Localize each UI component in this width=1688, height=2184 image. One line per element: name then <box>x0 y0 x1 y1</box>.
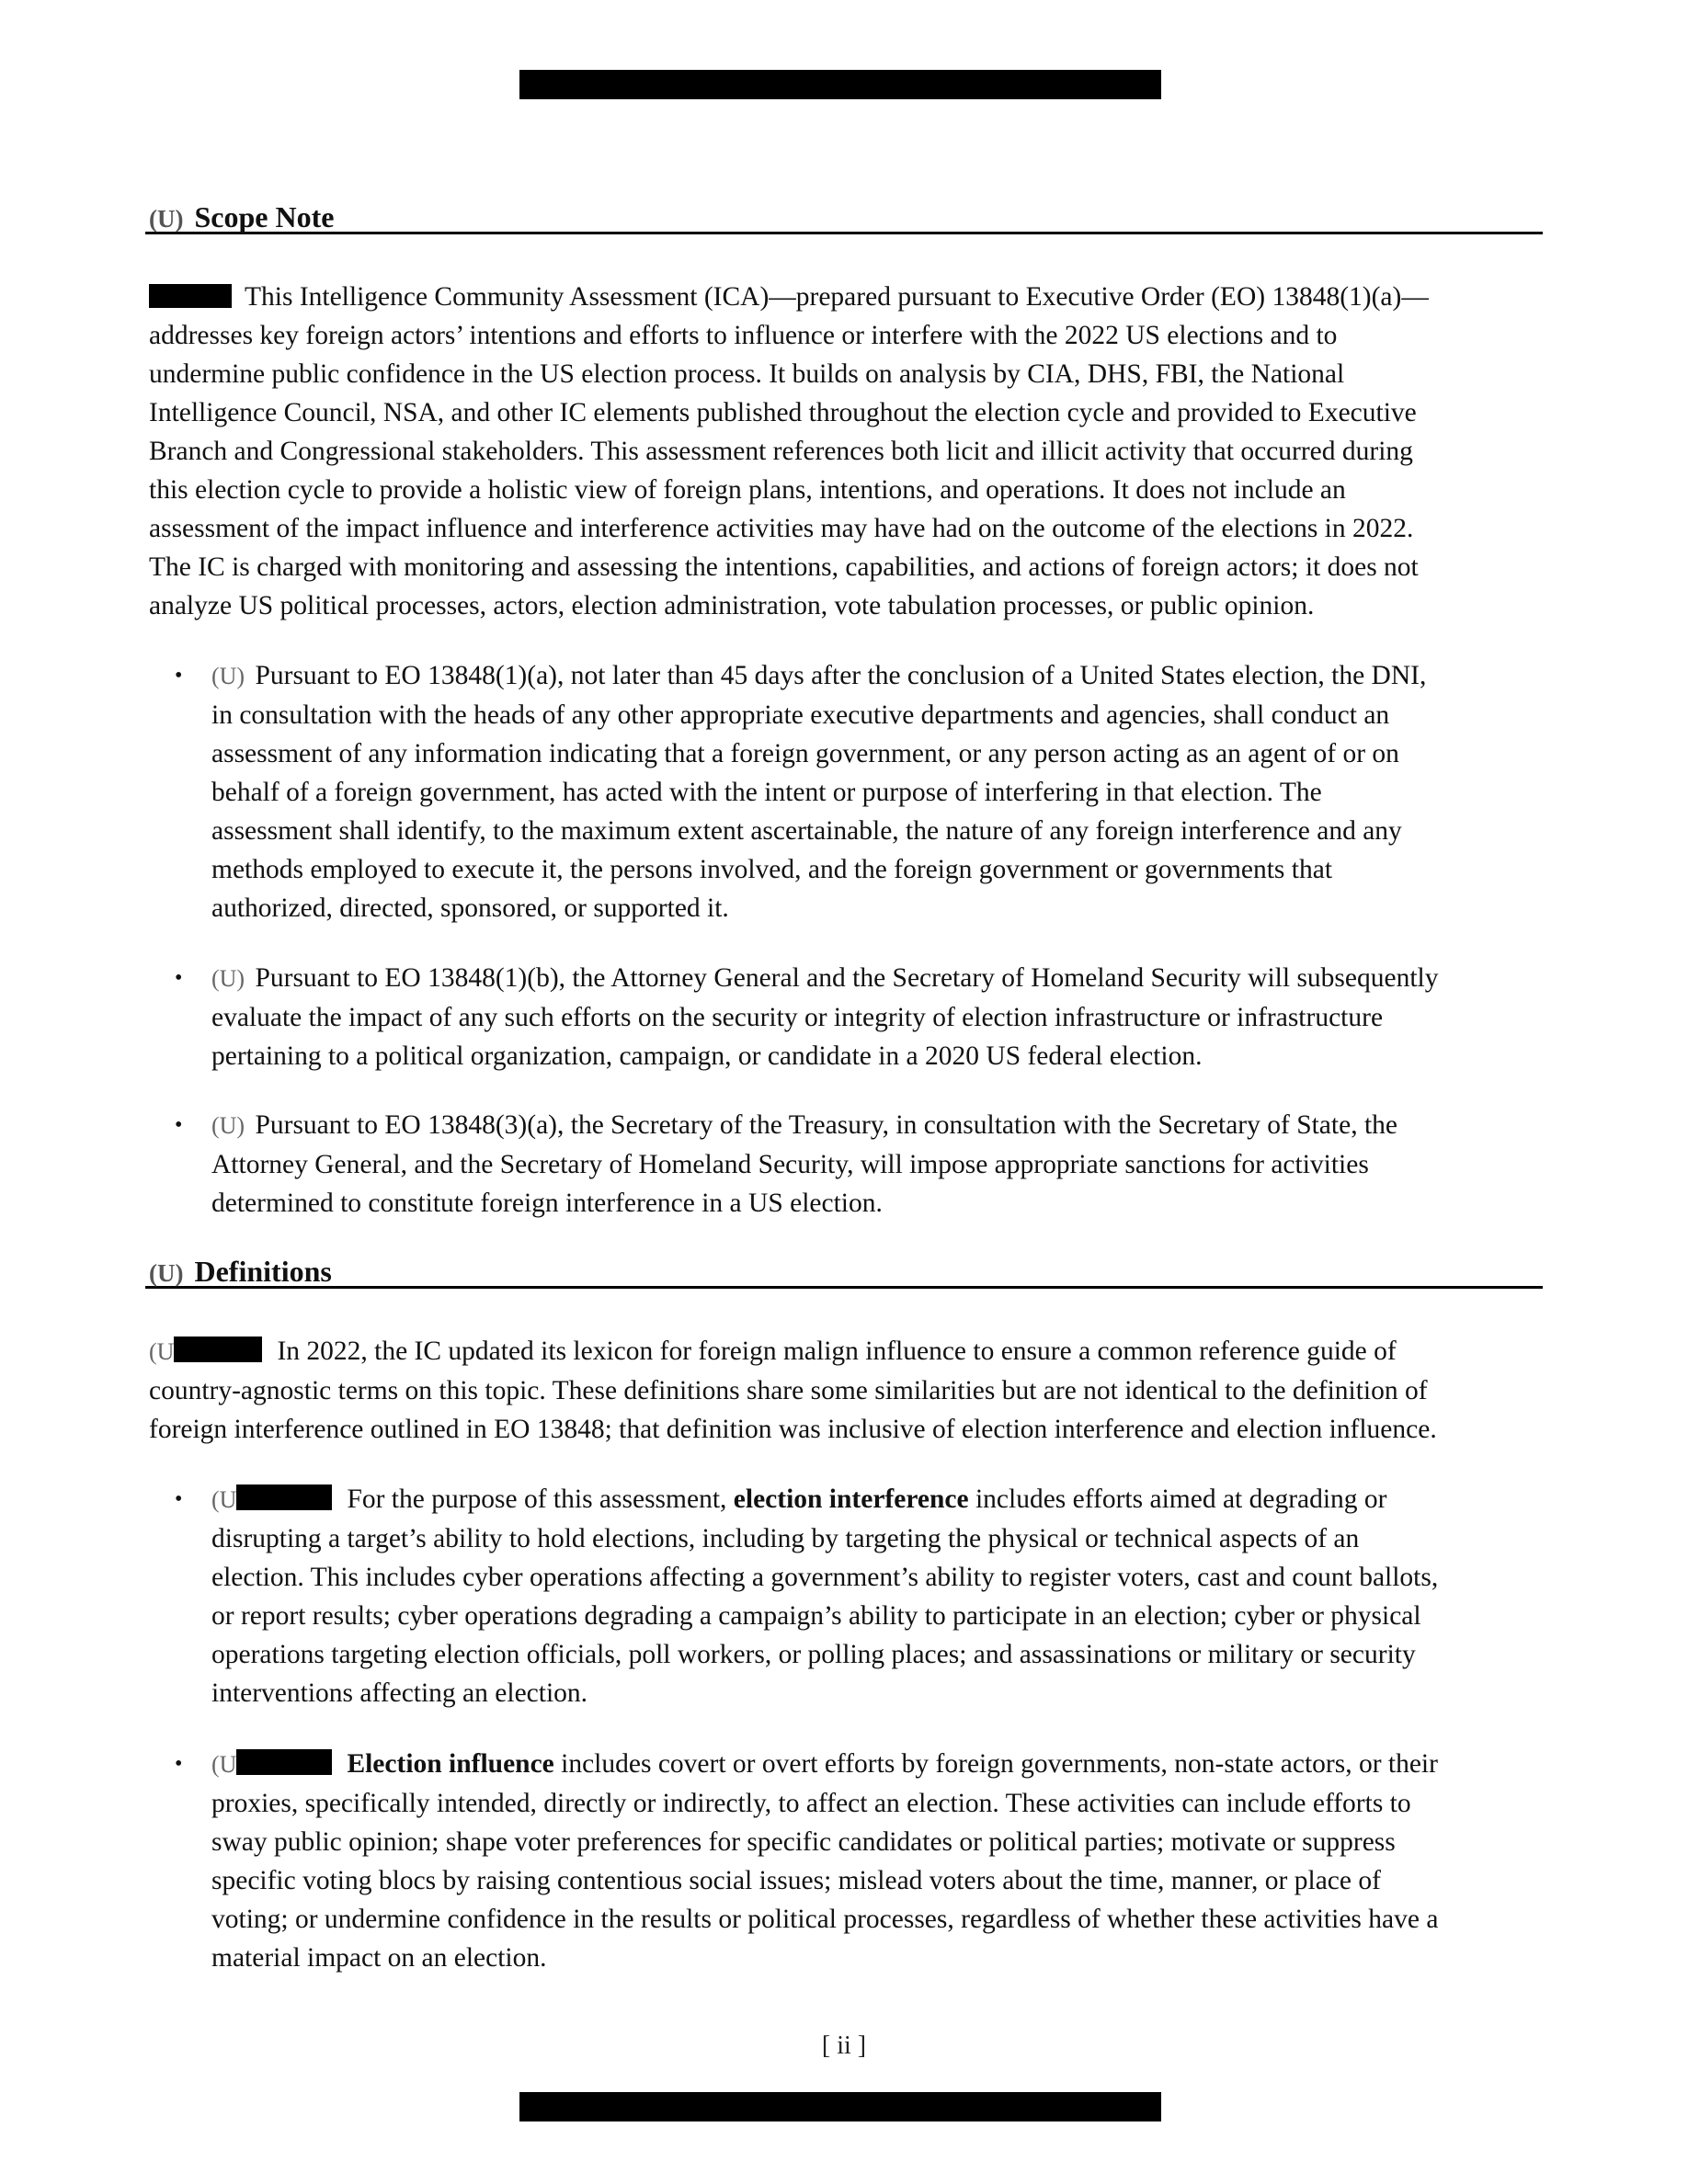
scope-note-paragraph <box>149 278 1429 625</box>
bullet-marking: (U) <box>211 965 245 992</box>
bullet-dot-icon: • <box>175 1113 183 1137</box>
top-classification-banner-redacted <box>519 70 1161 99</box>
scope-note-heading <box>145 200 1543 234</box>
bullet-line: evaluate the impact of any such efforts on the security or integrity of election infrastructure or infrastructure <box>211 1003 1384 1032</box>
paragraph-line: country-agnostic terms on this topic. These definitions share some similarities but are not identical to the definition of <box>149 1376 1428 1405</box>
definitions-marking: (U) <box>149 1259 184 1287</box>
bullet-line: determined to constitute foreign interference in a US election. <box>211 1189 883 1218</box>
definition-election-influence: • (U Election influence includes covert or overt efforts by foreign governments, non-state actors, or their proxies, specifically intended, directly or indirectly, to affect an election. These activities can include efforts to sway public opinion; shape voter preferences for specific candidates or political parties; motivate or suppress specific voting blocs by raising contentious social issues; mislead voters about the time, manner, or place of voting; or undermine confidence in the results or political processes, regardless of whether these activities have a material impact on an election. <box>175 1745 1438 1977</box>
paragraph-line: foreign interference outlined in EO 13848; that definition was inclusive of election interference and election influence. <box>149 1415 1437 1444</box>
definitions-paragraph <box>149 1332 1437 1449</box>
bullet-marking: (U <box>211 1751 237 1778</box>
bullet-line: pertaining to a political organization, campaign, or candidate in a 2020 US federal election. <box>211 1041 1203 1071</box>
bullet-line: assessment shall identify, to the maximum extent ascertainable, the nature of any foreign interference and any <box>211 816 1402 846</box>
defined-term: Election influence <box>347 1749 554 1779</box>
redaction-block <box>174 1337 262 1362</box>
definition-election-interference: • (U For the purpose of this assessment, election interference includes efforts aimed at degrading or disrupting a target’s ability to hold elections, including by targeting the physical or technical aspects of an election. This includes cyber operations affecting a government’s ability to register voters, cast and count ballots, or report results; cyber operations degrading a campaign’s ability to participate in an election; cyber or physical operations targeting election officials, poll workers, or polling places; and assassinations or military or security interventions affecting an election. <box>175 1480 1438 1712</box>
bullet-line: assessment of any information indicating that a foreign government, or any person acting as an agent of or on <box>211 739 1399 768</box>
scope-note-title: Scope Note <box>194 200 335 233</box>
bullet-line: disrupting a target’s ability to hold elections, including by targeting the physical or technical aspects of an <box>211 1524 1360 1553</box>
bullet-line: voting; or undermine confidence in the results or political processes, regardless of whether these activities have a <box>211 1905 1439 1934</box>
definitions-title: Definitions <box>194 1255 332 1288</box>
paragraph-line: Intelligence Council, NSA, and other IC elements published throughout the election cycle and provided to Executive <box>149 398 1417 427</box>
bottom-classification-banner-redacted <box>519 2092 1161 2121</box>
bullet-dot-icon: • <box>175 966 183 990</box>
paragraph-line: assessment of the impact influence and interference activities may have had on the outcome of the elections in 2022. <box>149 514 1414 543</box>
bullet-dot-icon: • <box>175 664 183 688</box>
paragraph-line: addresses key foreign actors’ intentions and efforts to influence or interfere with the 2022 US elections and to <box>149 321 1338 350</box>
redaction-block <box>236 1484 332 1510</box>
defined-term: election interference <box>733 1484 969 1514</box>
paragraph-marking: (U <box>149 1338 175 1365</box>
bullet-marking: (U) <box>211 1112 245 1139</box>
paragraph-line: This Intelligence Community Assessment (ICA)—prepared pursuant to Executive Order (EO) 13848(1)(a)— <box>149 278 1429 316</box>
bullet-dot-icon: • <box>175 1487 183 1511</box>
bullet-marking: (U <box>211 1486 237 1513</box>
definitions-heading <box>145 1255 1543 1289</box>
bullet-line: sway public opinion; shape voter preferences for specific candidates or political parties; motivate or suppress <box>211 1827 1396 1857</box>
bullet-line: Attorney General, and the Secretary of Homeland Security, will impose appropriate sanctions for activities <box>211 1150 1369 1179</box>
paragraph-line: undermine public confidence in the US election process. It builds on analysis by CIA, DHS, FBI, the National <box>149 359 1345 389</box>
bullet-line: specific voting blocs by raising contentious social issues; mislead voters about the time, manner, or place of <box>211 1866 1381 1895</box>
bullet-line: authorized, directed, sponsored, or supported it. <box>211 893 729 923</box>
scope-bullet-eo-1b: • (U) Pursuant to EO 13848(1)(b), the Attorney General and the Secretary of Homeland Security will subsequently evaluate the impact of any such efforts on the security or integrity of election infrastructure or infrastructure pertaining to a political organization, campaign, or candidate in a 2020 US federal election. <box>175 959 1439 1075</box>
bullet-dot-icon: • <box>175 1752 183 1776</box>
page-number: [ ii ] <box>821 2031 867 2060</box>
redaction-block <box>236 1749 332 1775</box>
bullet-line: election. This includes cyber operations affecting a government’s ability to register voters, cast and count ballots, <box>211 1563 1439 1592</box>
scope-bullet-eo-3a: • (U) Pursuant to EO 13848(3)(a), the Secretary of the Treasury, in consultation with the Secretary of State, the Attorney General, and the Secretary of Homeland Security, will impose appropriate sanctions for activities determined to constitute foreign interference in a US election. <box>175 1106 1397 1223</box>
redaction-block <box>149 284 232 308</box>
bullet-line: in consultation with the heads of any other appropriate executive departments and agencies, shall conduct an <box>211 700 1390 730</box>
bullet-line: proxies, specifically intended, directly or indirectly, to affect an election. These activities can include efforts to <box>211 1789 1411 1818</box>
scope-note-marking: (U) <box>149 205 184 233</box>
bullet-line: material impact on an election. <box>211 1943 547 1973</box>
paragraph-line: this election cycle to provide a holistic view of foreign plans, intentions, and operations. It does not include an <box>149 475 1346 505</box>
bullet-line: methods employed to execute it, the persons involved, and the foreign government or governments that <box>211 855 1333 884</box>
bullet-line: interventions affecting an election. <box>211 1678 588 1708</box>
bullet-marking: (U) <box>211 663 245 689</box>
bullet-line: operations targeting election officials, poll workers, or polling places; and assassinations or military or security <box>211 1640 1416 1669</box>
paragraph-line: analyze US political processes, actors, election administration, vote tabulation processes, or public opinion. <box>149 591 1315 620</box>
bullet-line: behalf of a foreign government, has acted with the intent or purpose of interfering in that election. The <box>211 778 1322 807</box>
paragraph-line: (U In 2022, the IC updated its lexicon for foreign malign influence to ensure a common reference guide of <box>149 1337 1397 1366</box>
scope-bullet-eo-1a: • (U) Pursuant to EO 13848(1)(a), not later than 45 days after the conclusion of a United States election, the DNI, in consultation with the heads of any other appropriate executive departments and agencies, shall conduct an assessment of any information indicating that a foreign government, or any person acting as an agent of or on behalf of a foreign government, has acted with the intent or purpose of interfering in that election. The assessment shall identify, to the maximum extent ascertainable, the nature of any foreign interference and any methods employed to execute it, the persons involved, and the foreign government or governments that authorized, directed, sponsored, or supported it. <box>175 656 1426 927</box>
paragraph-line: The IC is charged with monitoring and assessing the intentions, capabilities, and actions of foreign actors; it does not <box>149 552 1419 582</box>
bullet-line: or report results; cyber operations degrading a campaign’s ability to participate in an election; cyber or physical <box>211 1601 1421 1631</box>
paragraph-line: Branch and Congressional stakeholders. This assessment references both licit and illicit activity that occurred during <box>149 437 1413 466</box>
